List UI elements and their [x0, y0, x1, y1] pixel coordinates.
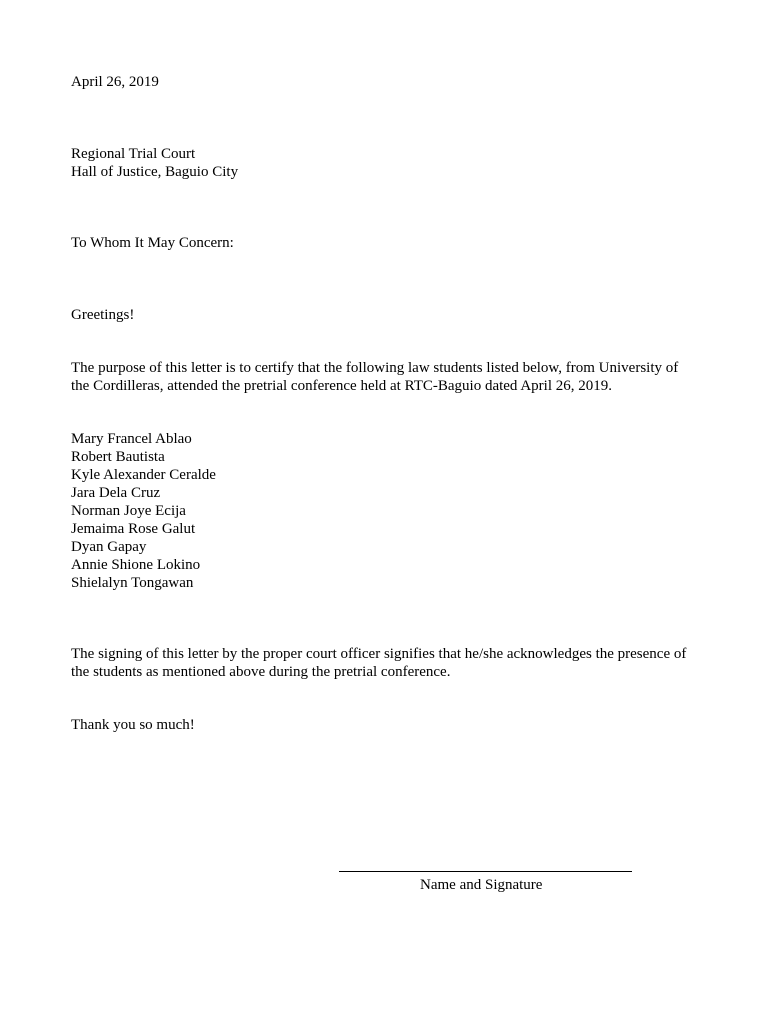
purpose-line-1: The purpose of this letter is to certify that the following law students listed below, from University of [71, 360, 679, 376]
student-name: Dyan Gapay [71, 539, 147, 555]
student-name: Robert Bautista [71, 449, 165, 465]
student-name: Jemaima Rose Galut [71, 521, 196, 537]
student-name: Annie Shione Lokino [71, 557, 201, 573]
greeting: Greetings! [71, 307, 135, 323]
purpose-line-2: the Cordilleras, attended the pretrial conference held at RTC-Baguio dated April 26, 2019. [71, 378, 613, 394]
recipient-line-2: Hall of Justice, Baguio City [71, 164, 239, 180]
student-name: Kyle Alexander Ceralde [71, 467, 216, 483]
acknowledgement-line-2: the students as mentioned above during the pretrial conference. [71, 664, 451, 680]
signature-caption: Name and Signature [420, 877, 543, 893]
student-name: Norman Joye Ecija [71, 503, 186, 519]
recipient-line-1: Regional Trial Court [71, 146, 196, 162]
letter-date: April 26, 2019 [71, 74, 159, 90]
signature-line [339, 871, 632, 872]
student-list [71, 430, 216, 592]
closing: Thank you so much! [71, 717, 195, 733]
student-name: Mary Francel Ablao [71, 431, 192, 447]
salutation: To Whom It May Concern: [71, 235, 234, 251]
student-name: Shielalyn Tongawan [71, 575, 194, 591]
student-name: Jara Dela Cruz [71, 485, 161, 501]
acknowledgement-line-1: The signing of this letter by the proper court officer signifies that he/she acknowledges the presence of [71, 646, 687, 662]
